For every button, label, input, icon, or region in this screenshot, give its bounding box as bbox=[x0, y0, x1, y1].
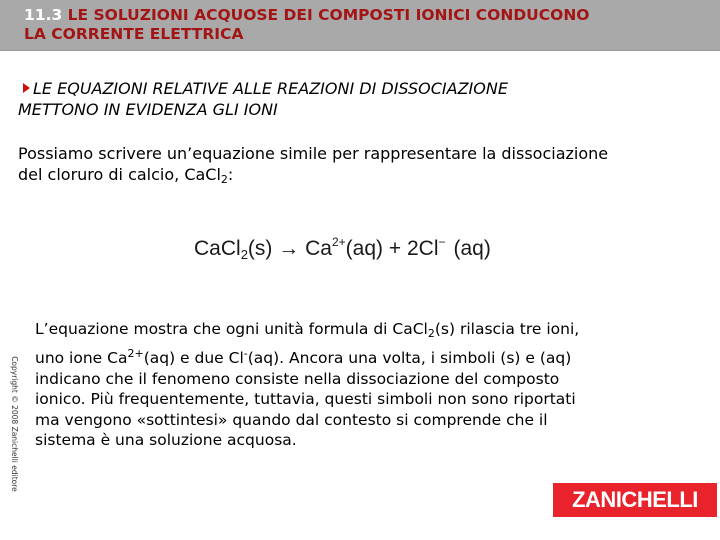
equation-plus: + bbox=[388, 237, 402, 260]
section-number: 11.3 bbox=[24, 6, 63, 24]
paragraph-state: (s) bbox=[434, 320, 456, 338]
paragraph-line-4: ionico. Più frequentemente, tuttavia, questi simboli non sono riportati bbox=[35, 390, 576, 409]
paragraph-subscript: 2 bbox=[427, 327, 435, 340]
paragraph-line-2b: (aq) e due Cl bbox=[143, 349, 244, 368]
arrow-right-icon bbox=[23, 83, 30, 93]
paragraph-line-1-end: rilascia tre ioni, bbox=[455, 320, 580, 338]
paragraph-line-6: sistema è una soluzione acquosa. bbox=[35, 431, 297, 450]
dissociation-equation bbox=[194, 224, 524, 260]
copyright-notice: Copyright © 2008 Zanichelli editore bbox=[10, 356, 19, 492]
paragraph-line-2c: (aq). Ancora una volta, i simboli (s) e (aq) bbox=[247, 349, 572, 368]
intro-colon: : bbox=[227, 165, 234, 184]
paragraph-line-2: uno ione Ca bbox=[35, 349, 128, 368]
paragraph-charge-ca: 2+ bbox=[127, 347, 144, 361]
section-subtitle bbox=[18, 78, 708, 120]
paragraph-line-3: indicano che il fenomeno consiste nella dissociazione del composto bbox=[35, 369, 560, 388]
paragraph-line-1: L’equazione mostra che ogni unità formula di CaCl bbox=[35, 320, 428, 338]
header-bar bbox=[0, 0, 720, 51]
equation-product-2-state: (aq) bbox=[453, 237, 491, 260]
equation-arrow: → bbox=[278, 237, 300, 260]
paragraph-line-5: ma vengono «sottintesi» quando dal contesto si comprende che il bbox=[35, 410, 548, 429]
subtitle-line-2: METTONO IN EVIDENZA GLI IONI bbox=[18, 100, 278, 119]
equation-product-1: Ca bbox=[305, 237, 332, 260]
title-line-1: LE SOLUZIONI ACQUOSE DEI COMPOSTI IONICI CONDUCONO bbox=[67, 6, 590, 24]
equation-product-1-state: (aq) bbox=[345, 237, 384, 260]
publisher-logo: ZANICHELLI bbox=[553, 483, 717, 517]
equation-reactant: CaCl bbox=[194, 237, 241, 260]
intro-text bbox=[18, 143, 708, 190]
equation-reactant-subscript: 2 bbox=[240, 247, 248, 262]
equation-reactant-state: (s) bbox=[247, 237, 273, 260]
intro-line-1: Possiamo scrivere un’equazione simile per rappresentare la dissociazione bbox=[18, 144, 609, 163]
equation-product-2-charge: − bbox=[438, 235, 446, 249]
explanation-paragraph bbox=[35, 319, 685, 450]
page-title bbox=[24, 6, 714, 44]
equation-product-1-charge: 2+ bbox=[331, 235, 346, 249]
paragraph-charge-cl: - bbox=[243, 347, 248, 361]
subtitle-line-1: LE EQUAZIONI RELATIVE ALLE REAZIONI DI DISSOCIAZIONE bbox=[33, 79, 508, 98]
title-line-2: LA CORRENTE ELETTRICA bbox=[24, 25, 244, 43]
intro-line-2: del cloruro di calcio, CaCl bbox=[18, 165, 221, 184]
intro-subscript: 2 bbox=[220, 173, 228, 186]
equation-product-2: 2Cl bbox=[406, 237, 439, 260]
